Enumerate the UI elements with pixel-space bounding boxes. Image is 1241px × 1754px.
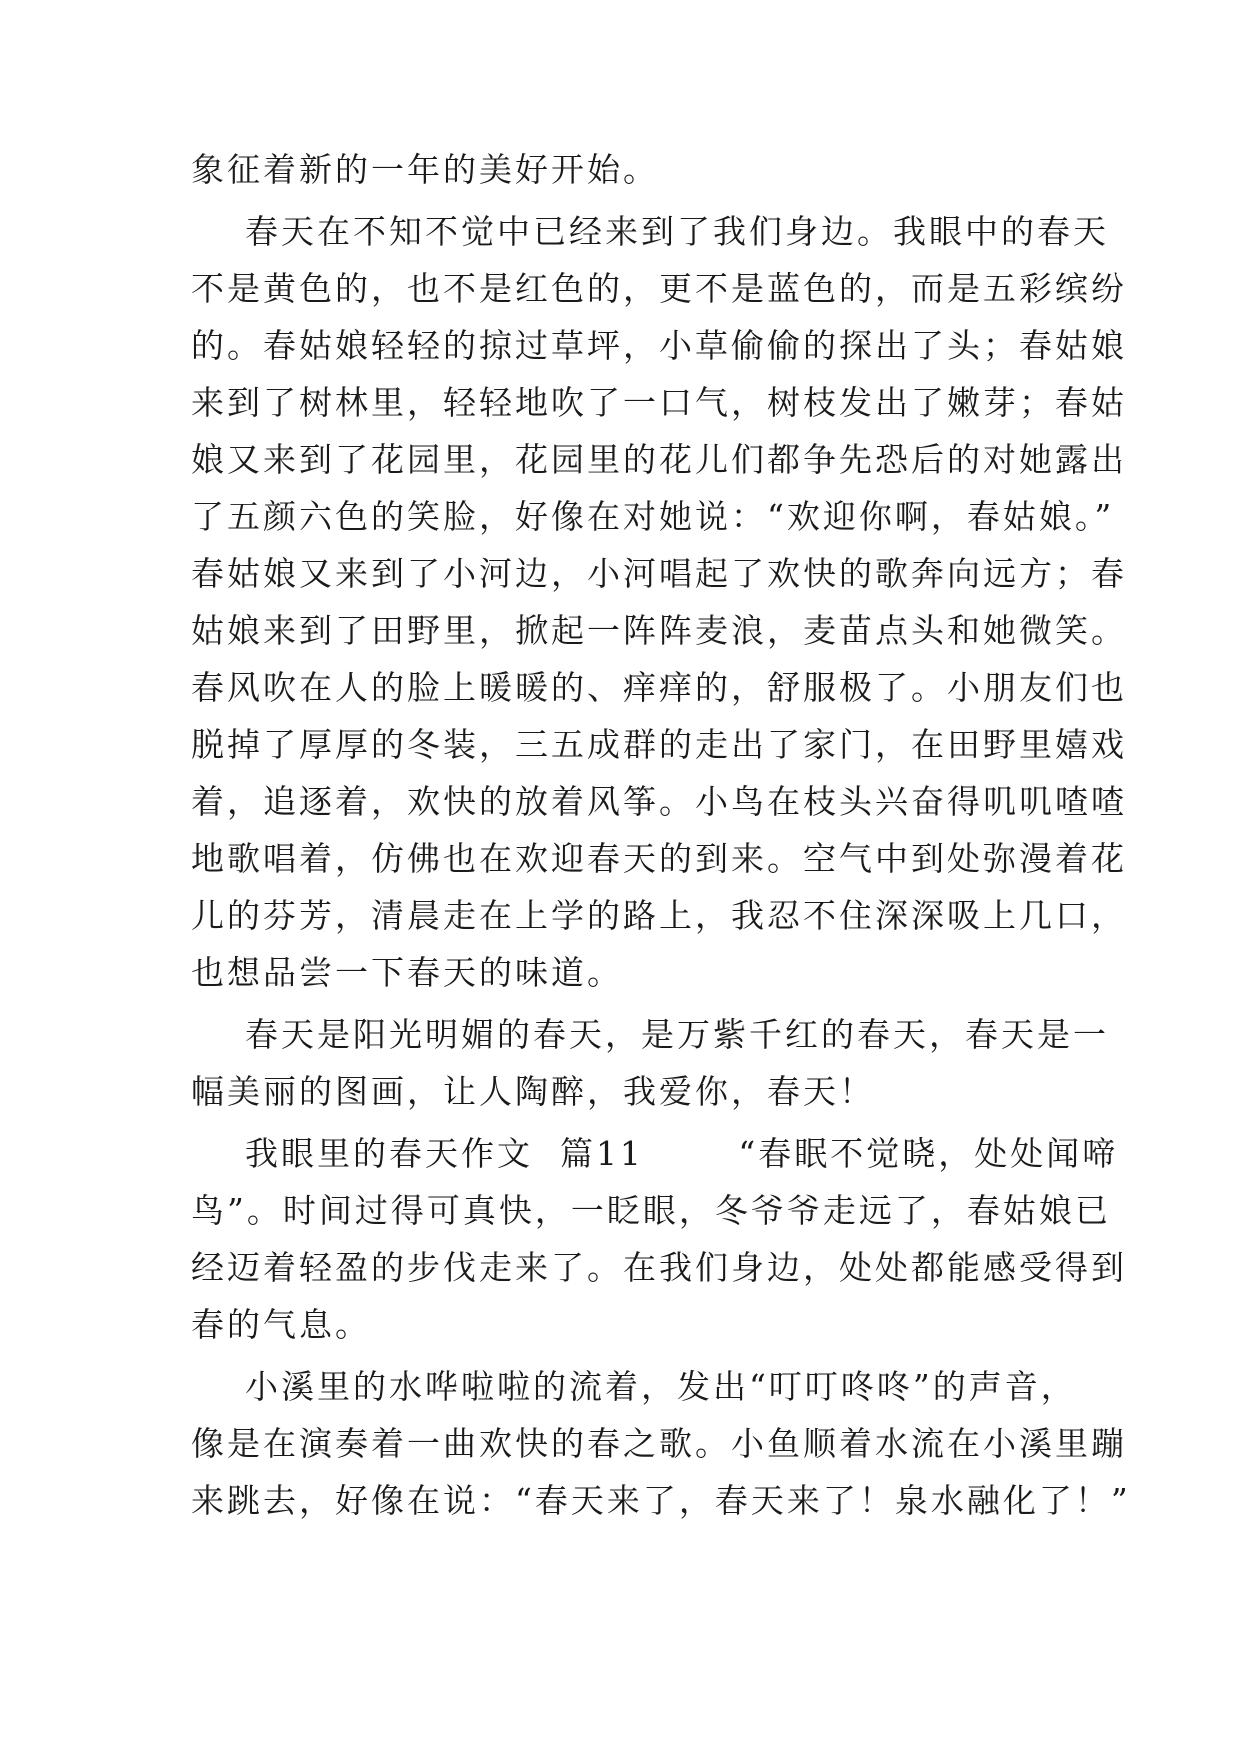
- text-line: 了五颜六色的笑脸，好像在对她说：“欢迎你啊，春姑娘。”: [191, 497, 1115, 536]
- text-line: 也想品尝一下春天的味道。: [191, 953, 623, 992]
- text-line: 儿的芬芳，清晨走在上学的路上，我忍不住深深吸上几口，: [191, 896, 1127, 935]
- text-line: 小溪里的水哗啦啦的流着，发出“叮叮咚咚”的声音，: [191, 1367, 1077, 1406]
- text-line: 来跳去，好像在说：“春天来了，春天来了！泉水融化了！”: [191, 1481, 1131, 1520]
- text-line: 着，追逐着，欢快的放着风筝。小鸟在枝头兴奋得叽叽喳喳: [191, 782, 1127, 821]
- text-line: 脱掉了厚厚的冬装，三五成群的走出了家门，在田野里嬉戏: [191, 725, 1127, 764]
- text-line: 来到了树林里，轻轻地吹了一口气，树枝发出了嫩芽；春姑: [191, 383, 1127, 422]
- text-line: 的。春姑娘轻轻的掠过草坪，小草偷偷的探出了头；春姑娘: [191, 326, 1127, 365]
- text-line: 地歌唱着，仿佛也在欢迎春天的到来。空气中到处弥漫着花: [191, 839, 1127, 878]
- text-line: 象征着新的一年的美好开始。: [191, 150, 659, 189]
- text-line: 我眼里的春天作文 篇11 “春眠不觉晓，处处闻啼: [191, 1134, 1119, 1173]
- text-line: 春姑娘又来到了小河边，小河唱起了欢快的歌奔向远方；春: [191, 554, 1127, 593]
- text-line: 娘又来到了花园里，花园里的花儿们都争先恐后的对她露出: [191, 440, 1127, 479]
- text-line: 鸟”。时间过得可真快，一眨眼，冬爷爷走远了，春姑娘已: [191, 1191, 1111, 1230]
- text-line: 春天是阳光明媚的春天，是万紫千红的春天，春天是一: [191, 1015, 1109, 1054]
- text-line: 像是在演奏着一曲欢快的春之歌。小鱼顺着水流在小溪里蹦: [191, 1424, 1127, 1463]
- text-line: 春风吹在人的脸上暖暖的、痒痒的，舒服极了。小朋友们也: [191, 668, 1127, 707]
- text-line: 春的气息。: [191, 1305, 371, 1344]
- text-line: 姑娘来到了田野里，掀起一阵阵麦浪，麦苗点头和她微笑。: [191, 611, 1127, 650]
- text-line: 不是黄色的，也不是红色的，更不是蓝色的，而是五彩缤纷: [191, 269, 1127, 308]
- text-line: 幅美丽的图画，让人陶醉，我爱你，春天！: [191, 1072, 875, 1111]
- text-line: 春天在不知不觉中已经来到了我们身边。我眼中的春天: [191, 212, 1109, 251]
- text-line: 经迈着轻盈的步伐走来了。在我们身边，处处都能感受得到: [191, 1248, 1127, 1287]
